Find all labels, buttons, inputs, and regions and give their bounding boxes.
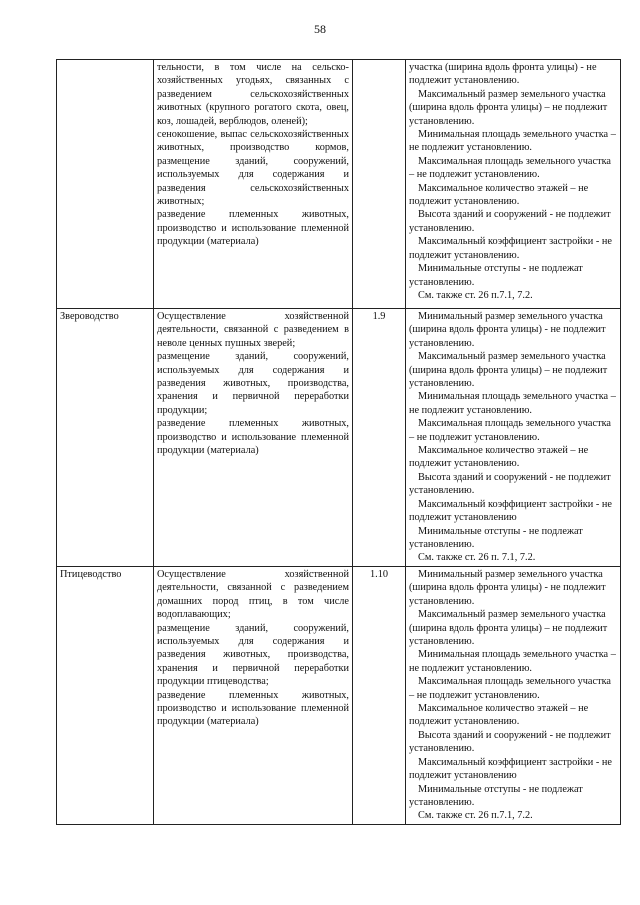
description-paragraph: сенокошение, выпас сельскохозяйственных животных, производство кормов, размещение зданий, сооружений, используемых для содержания и разведения сельскохозяйственных животных;: [157, 129, 349, 208]
regulation-item: Минимальная площадь земельного участка – не подлежит установлению.: [409, 391, 616, 416]
regulation-item: См. также ст. 26 п.7.1, 7.2.: [418, 810, 533, 822]
description-paragraph: Осуществление хозяйственной деятельности, связанной с разведением в неволе ценных пушных зверей;: [157, 311, 349, 349]
regulation-item: Высота зданий и сооружений - не подлежит установлению.: [409, 209, 611, 234]
zoning-table: [56, 59, 621, 825]
code-cell: [353, 60, 406, 309]
description-paragraph: разведение племенных животных, производство и использование племенной продукции (материала): [157, 418, 349, 457]
regulation-item: Минимальная площадь земельного участка – не подлежит установлению.: [409, 649, 616, 674]
regulation-item: Минимальные отступы - не подлежат установлению.: [409, 525, 583, 550]
description-cell: [154, 60, 353, 309]
code-cell: 1.9: [353, 309, 406, 567]
regulation-item: Минимальные отступы - не подлежат установлению.: [409, 263, 583, 288]
regulation-item: Максимальное количество этажей – не подлежит установлению.: [409, 445, 589, 470]
regulation-item: Максимальный коэффициент застройки - не подлежит установлению.: [409, 236, 612, 261]
regulations-cell: [406, 567, 621, 825]
regulation-item: Максимальный коэффициент застройки - не подлежит установлению: [409, 756, 612, 782]
regulation-item: Максимальный размер земельного участка (ширина вдоль фронта улицы) – не подлежит установлению.: [409, 88, 608, 127]
description-paragraph: Осуществление хозяйственной деятельности, связанной с разведением домашних пород птиц, в том числе водоплавающих;: [157, 569, 349, 621]
regulation-item: Минимальные отступы - не подлежат установлению.: [409, 783, 583, 808]
regulation-item: Максимальный коэффициент застройки - не подлежит установлению: [409, 498, 612, 524]
regulation-item: Максимальное количество этажей – не подлежит установлению.: [409, 182, 589, 208]
description-cell: [154, 567, 353, 825]
regulation-item: Максимальный размер земельного участка (ширина вдоль фронта улицы) – не подлежит установлению.: [409, 609, 608, 648]
table-row: [57, 309, 621, 567]
use-name-cell: [57, 60, 154, 309]
regulation-item: Максимальное количество этажей – не подлежит установлению.: [409, 703, 589, 728]
table-row: [57, 567, 621, 825]
regulation-item: Минимальный размер земельного участка (ширина вдоль фронта улицы) - не подлежит установлению.: [409, 569, 606, 607]
description-paragraph: размещение зданий, сооружений, используемых для содержания и разведения животных, производства, хранения и первичной переработки продукции птицеводства;: [157, 622, 349, 688]
regulations-cell: [406, 60, 621, 309]
regulation-item: Высота зданий и сооружений - не подлежит установлению.: [409, 729, 611, 755]
regulations-cell: [406, 309, 621, 567]
regulation-item: Максимальная площадь земельного участка – не подлежит установлению.: [409, 155, 611, 181]
regulation-item: Максимальный размер земельного участка (ширина вдоль фронта улицы) – не подлежит установлению.: [409, 351, 608, 390]
use-name-cell: Птицеводство: [57, 567, 154, 825]
regulation-item: участка (ширина вдоль фронта улицы) - не подлежит установлению.: [409, 62, 597, 87]
description-paragraph: разведение племенных животных, производство и использование племенной продукции (материала): [157, 689, 349, 728]
description-paragraph: тельности, в том числе на сельско-хозяйственных угодьях, связанных с разведением сельскохозяйственных животных (крупного рогатого скота, овец, коз, лошадей, верблюдов, оленей);: [157, 62, 349, 127]
regulation-item: Максимальная площадь земельного участка – не подлежит установлению.: [409, 418, 611, 443]
code-cell: 1.10: [353, 567, 406, 825]
description-cell: [154, 309, 353, 567]
regulation-item: Высота зданий и сооружений - не подлежит установлению.: [409, 471, 611, 497]
regulation-item: Минимальный размер земельного участка (ширина вдоль фронта улицы) - не подлежит установлению.: [409, 311, 606, 349]
use-name-cell: Звероводство: [57, 309, 154, 567]
page-number: 58: [314, 22, 326, 36]
description-paragraph: размещение зданий, сооружений, используемых для содержания и разведения животных, производства, хранения и первичной переработки продукции;: [157, 351, 349, 416]
regulation-item: См. также ст. 26 п.7.1, 7.2.: [418, 289, 533, 301]
description-paragraph: разведение племенных животных, производство и использование племенной продукции (материала): [157, 209, 349, 248]
regulation-item: Минимальная площадь земельного участка – не подлежит установлению.: [409, 129, 616, 154]
regulation-item: См. также ст. 26 п. 7.1, 7.2.: [418, 552, 536, 564]
regulation-item: Максимальная площадь земельного участка – не подлежит установлению.: [409, 676, 611, 701]
table-row: [57, 60, 621, 309]
